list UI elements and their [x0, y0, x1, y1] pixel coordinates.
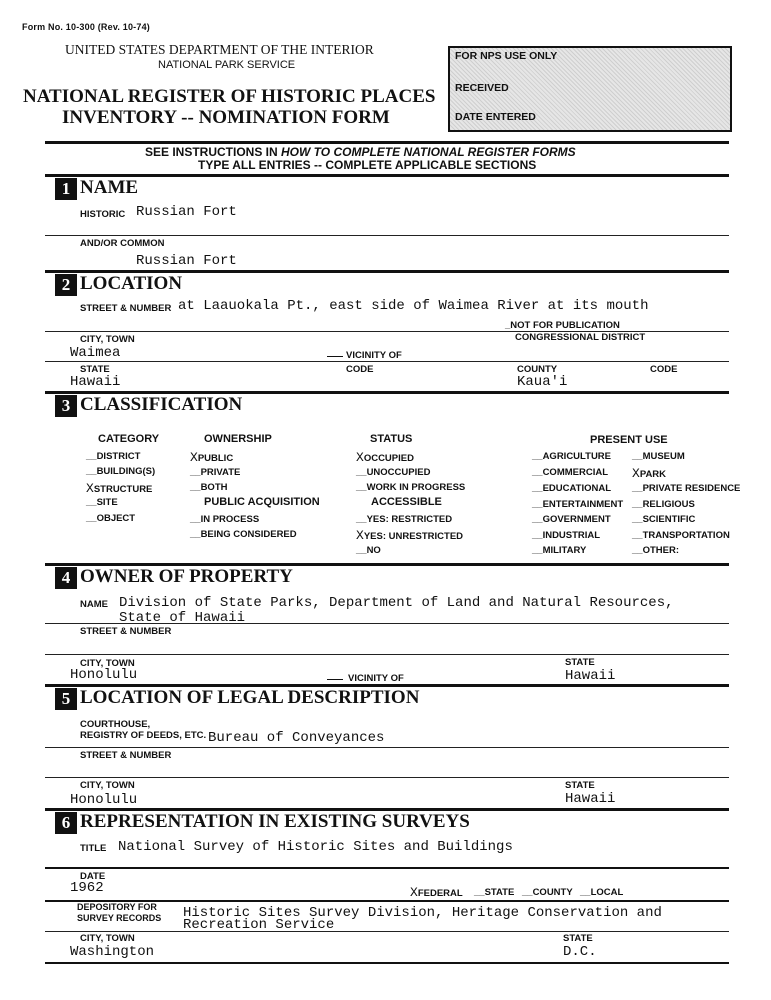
- owner-street-label: STREET & NUMBER: [80, 626, 172, 637]
- depository-field[interactable]: Historic Sites Survey Division, Heritage Conservation and: [183, 905, 662, 921]
- instructions-line1: SEE INSTRUCTIONS IN HOW TO COMPLETE NATIONAL REGISTER FORMS: [145, 145, 576, 159]
- vicinity-blank[interactable]: [327, 348, 343, 357]
- survey-local-option[interactable]: __LOCAL: [580, 887, 624, 898]
- section-6-number: 6: [55, 812, 77, 834]
- use-government-option[interactable]: __GOVERNMENT: [532, 514, 611, 525]
- status-header: STATUS: [370, 433, 413, 445]
- category-buildings-option[interactable]: __BUILDING(S): [86, 466, 156, 477]
- section-1-title: NAME: [80, 177, 139, 198]
- survey-federal-option[interactable]: XFEDERAL: [410, 885, 463, 900]
- field-rule: [45, 235, 729, 236]
- owner-state-field[interactable]: Hawaii: [565, 668, 616, 684]
- owner-name-label: NAME: [80, 599, 108, 610]
- location-city-field[interactable]: Waimea: [70, 345, 121, 361]
- location-street-field[interactable]: at Laauokala Pt., east side of Waimea River at its mouth: [178, 298, 649, 314]
- use-entertainment-option[interactable]: __ENTERTAINMENT: [532, 499, 624, 510]
- county-code-label: CODE: [650, 364, 678, 375]
- not-for-publication-option[interactable]: _NOT FOR PUBLICATION: [505, 320, 620, 331]
- use-other-option[interactable]: __OTHER:: [632, 545, 679, 556]
- courthouse-field[interactable]: Bureau of Conveyances: [208, 730, 385, 746]
- survey-state-field[interactable]: D.C.: [563, 944, 597, 960]
- survey-state-label: STATE: [563, 933, 593, 944]
- registry-label: REGISTRY OF DEEDS, ETC.: [80, 730, 207, 741]
- use-commercial-option[interactable]: __COMMERCIAL: [532, 467, 609, 478]
- common-name-field[interactable]: Russian Fort: [136, 253, 237, 269]
- location-county-field[interactable]: Kaua'i: [517, 374, 568, 390]
- section-rule: [45, 174, 729, 177]
- status-occupied-option[interactable]: XOCCUPIED: [356, 450, 414, 465]
- depository-label-2: SURVEY RECORDS: [77, 913, 162, 923]
- survey-date-field[interactable]: 1962: [70, 880, 104, 896]
- owner-city-label: CITY, TOWN: [80, 658, 135, 669]
- owner-state-label: STATE: [565, 657, 595, 668]
- street-number-label: STREET & NUMBER: [80, 303, 172, 314]
- field-rule: [45, 931, 729, 932]
- received-label: RECEIVED: [455, 82, 509, 94]
- header-divider: [45, 141, 729, 144]
- use-military-option[interactable]: __MILITARY: [532, 545, 587, 556]
- category-site-option[interactable]: __SITE: [86, 497, 118, 508]
- section-5-title: LOCATION OF LEGAL DESCRIPTION: [80, 687, 420, 708]
- use-educational-option[interactable]: __EDUCATIONAL: [532, 483, 611, 494]
- form-number: Form No. 10-300 (Rev. 10-74): [22, 22, 150, 32]
- form-title-line2: INVENTORY -- NOMINATION FORM: [62, 107, 390, 128]
- field-rule: [45, 867, 729, 869]
- survey-city-field[interactable]: Washington: [70, 944, 155, 960]
- accessible-unrestricted-option[interactable]: XYES: UNRESTRICTED: [356, 528, 464, 543]
- survey-title-label: TITLE: [80, 843, 107, 854]
- category-structure-option[interactable]: XSTRUCTURE: [86, 481, 153, 496]
- section-2-number: 2: [55, 274, 77, 296]
- vicinity-of-label: VICINITY OF: [346, 350, 402, 361]
- owner-name-field-line2[interactable]: State of Hawaii: [119, 610, 246, 626]
- department-name: UNITED STATES DEPARTMENT OF THE INTERIOR: [65, 42, 374, 57]
- use-private-residence-option[interactable]: __PRIVATE RESIDENCE: [632, 483, 741, 494]
- field-rule: [45, 962, 729, 964]
- section-4-number: 4: [55, 567, 77, 589]
- survey-title-field[interactable]: National Survey of Historic Sites and Buildings: [118, 839, 513, 855]
- field-rule: [45, 361, 729, 362]
- category-district-option[interactable]: __DISTRICT: [86, 451, 141, 462]
- instructions-line2: TYPE ALL ENTRIES -- COMPLETE APPLICABLE SECTIONS: [198, 158, 537, 172]
- status-work-in-progress-option[interactable]: __WORK IN PROGRESS: [356, 482, 466, 493]
- legal-state-label: STATE: [565, 780, 595, 791]
- field-rule: [45, 777, 729, 778]
- status-unoccupied-option[interactable]: __UNOCCUPIED: [356, 467, 431, 478]
- congressional-district-label: CONGRESSIONAL DISTRICT: [515, 332, 646, 343]
- section-4-title: OWNER OF PROPERTY: [80, 566, 293, 587]
- owner-city-field[interactable]: Honolulu: [70, 667, 138, 683]
- depository-label-1: DEPOSITORY FOR: [77, 902, 157, 912]
- common-label: AND/OR COMMON: [80, 238, 165, 249]
- legal-state-field[interactable]: Hawaii: [565, 791, 616, 807]
- survey-county-option[interactable]: __COUNTY: [522, 887, 573, 898]
- city-town-label: CITY, TOWN: [80, 334, 135, 345]
- code-label: CODE: [346, 364, 374, 375]
- ownership-private-option[interactable]: __PRIVATE: [190, 467, 241, 478]
- acquisition-in-process-option[interactable]: __IN PROCESS: [190, 514, 260, 525]
- courthouse-label: COURTHOUSE,: [80, 719, 151, 730]
- owner-name-field[interactable]: Division of State Parks, Department of Land and Natural Resources,: [119, 595, 674, 611]
- field-rule: [45, 654, 729, 655]
- state-label: STATE: [80, 364, 110, 375]
- legal-city-field[interactable]: Honolulu: [70, 792, 138, 808]
- historic-label: HISTORIC: [80, 209, 126, 220]
- historic-name-field[interactable]: Russian Fort: [136, 204, 237, 220]
- ownership-both-option[interactable]: __BOTH: [190, 482, 228, 493]
- accessible-restricted-option[interactable]: __YES: RESTRICTED: [356, 514, 453, 525]
- use-industrial-option[interactable]: __INDUSTRIAL: [532, 530, 601, 541]
- location-state-field[interactable]: Hawaii: [70, 374, 121, 390]
- category-header: CATEGORY: [98, 433, 160, 445]
- owner-vicinity-blank[interactable]: [327, 671, 343, 680]
- survey-date-label: DATE: [80, 871, 106, 882]
- owner-vicinity-label: VICINITY OF: [348, 673, 404, 684]
- nps-use-only-label: FOR NPS USE ONLY: [455, 50, 558, 62]
- nps-use-box: [448, 46, 732, 132]
- date-entered-label: DATE ENTERED: [455, 111, 536, 123]
- county-label: COUNTY: [517, 364, 558, 375]
- use-transportation-option[interactable]: __TRANSPORTATION: [632, 530, 730, 541]
- present-use-header: PRESENT USE: [590, 434, 668, 446]
- use-scientific-option[interactable]: __SCIENTIFIC: [632, 514, 696, 525]
- acquisition-being-considered-option[interactable]: __BEING CONSIDERED: [190, 529, 297, 540]
- section-1-number: 1: [55, 178, 77, 200]
- category-object-option[interactable]: __OBJECT: [86, 513, 136, 524]
- use-museum-option[interactable]: __MUSEUM: [632, 451, 685, 462]
- legal-street-label: STREET & NUMBER: [80, 750, 172, 761]
- section-3-title: CLASSIFICATION: [80, 394, 243, 415]
- survey-city-label: CITY, TOWN: [80, 933, 135, 944]
- form-title-line1: NATIONAL REGISTER OF HISTORIC PLACES: [23, 86, 436, 107]
- survey-state-option[interactable]: __STATE: [474, 887, 515, 898]
- section-5-number: 5: [55, 688, 77, 710]
- accessible-header: ACCESSIBLE: [371, 496, 442, 508]
- ownership-header: OWNERSHIP: [204, 433, 272, 445]
- public-acquisition-header: PUBLIC ACQUISITION: [204, 496, 320, 508]
- service-name: NATIONAL PARK SERVICE: [158, 59, 296, 71]
- depository-field-line2[interactable]: Recreation Service: [183, 917, 335, 933]
- use-park-option[interactable]: XPARK: [632, 466, 667, 481]
- section-6-title: REPRESENTATION IN EXISTING SURVEYS: [80, 811, 470, 832]
- field-rule: [45, 747, 729, 748]
- section-2-title: LOCATION: [80, 273, 183, 294]
- use-religious-option[interactable]: __RELIGIOUS: [632, 499, 695, 510]
- field-rule: [45, 623, 729, 624]
- legal-city-label: CITY, TOWN: [80, 780, 135, 791]
- section-3-number: 3: [55, 395, 77, 417]
- accessible-no-option[interactable]: __NO: [356, 545, 381, 556]
- use-agriculture-option[interactable]: __AGRICULTURE: [532, 451, 611, 462]
- ownership-public-option[interactable]: XPUBLIC: [190, 450, 234, 465]
